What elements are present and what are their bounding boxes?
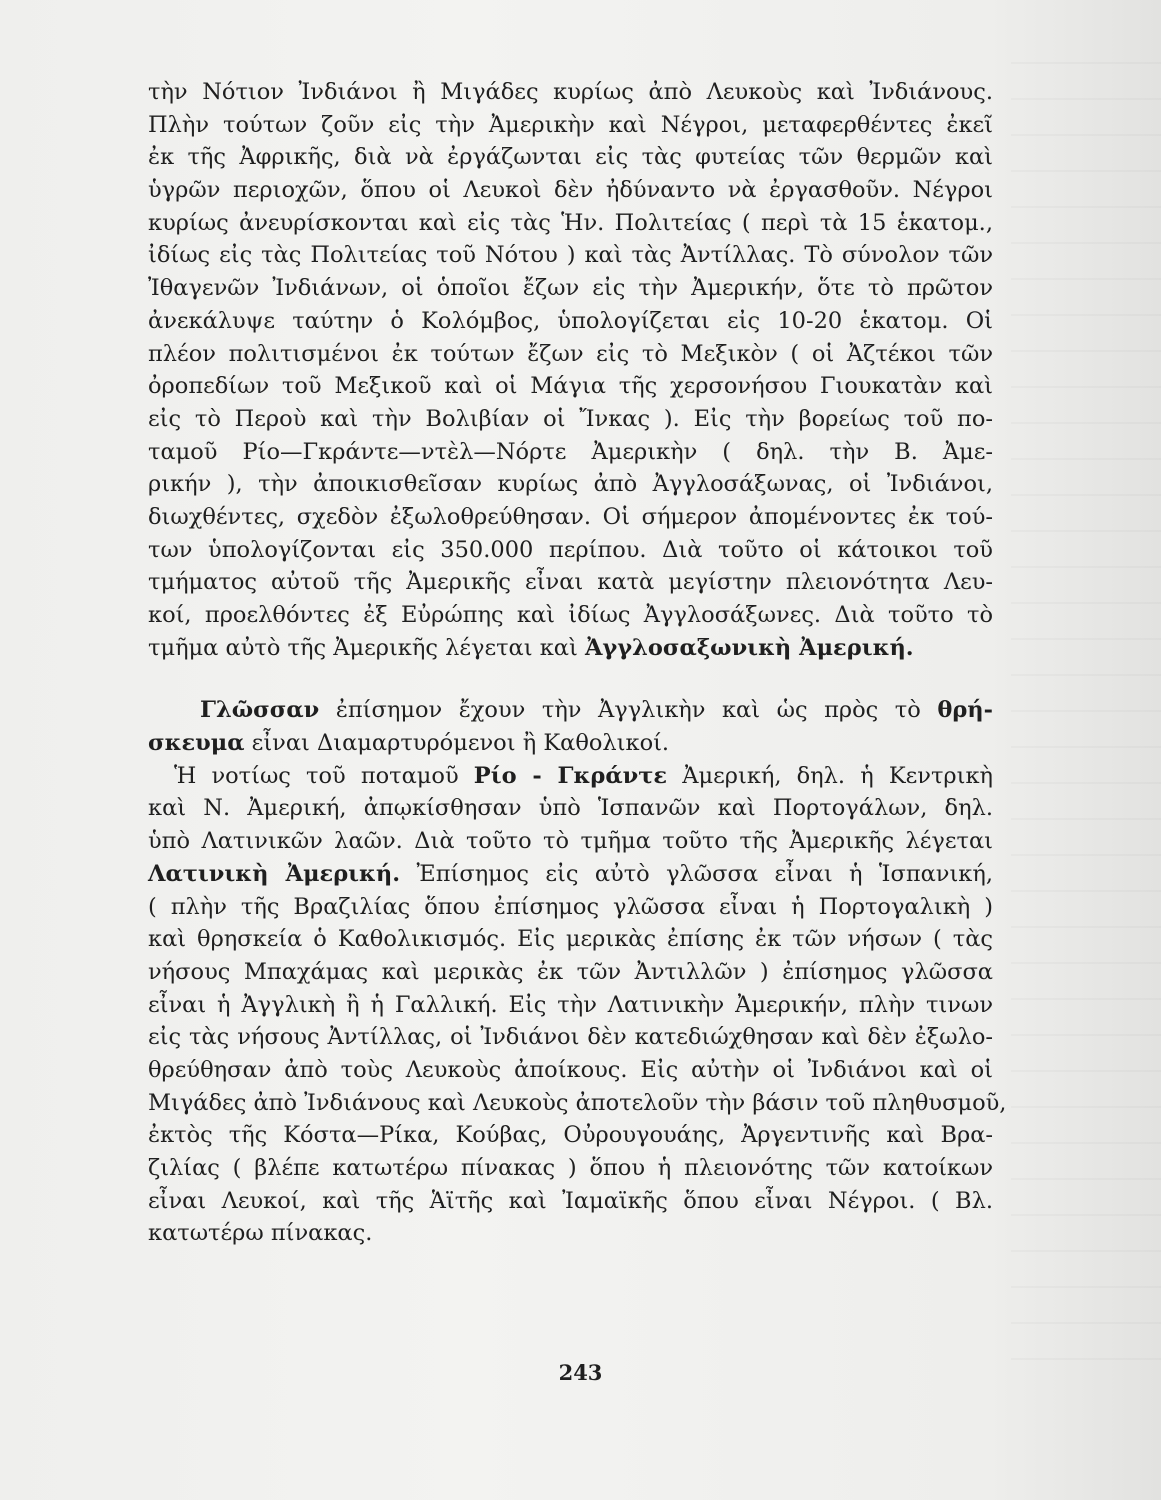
body-text (148, 76, 1007, 1250)
text-line: ( πλὴν τῆς Βραζιλίας ὅπου ἐπίσημος γλῶσσα εἶναι ἡ Πορτογαλικὴ ) (148, 893, 993, 920)
text-line (148, 632, 993, 665)
text-run: εἶναι Διαμαρτυρόμενοι ἢ Καθολικοί. (244, 730, 670, 757)
text-line: εἰς τὸ Περοὺ καὶ τὴν Βολιβίαν οἱ Ἴνκας ). Εἰς τὴν βορείως τοῦ πο- (148, 405, 993, 432)
text-line: εἶναι ἡ Ἀγγλικὴ ἢ ἡ Γαλλική. Εἰς τὴν Λατινικὴν Ἀμερικήν, πλὴν τινων (148, 991, 993, 1018)
text-run: τμῆμα αὐτὸ τῆς Ἀμερικῆς λέγεται καὶ (148, 634, 585, 661)
text-line: καὶ θρησκεία ὁ Καθολικισμός. Εἰς μερικὰς ἐπίσης ἐκ τῶν νήσων ( τὰς (148, 926, 993, 953)
term-latin-america: Λατινικὴ Ἀμερική. (148, 860, 401, 887)
text-line: τὴν Νότιον Ἰνδιάνοι ἢ Μιγάδες κυρίως ἀπὸ Λευκοὺς καὶ Ἰνδιάνους. (148, 79, 993, 105)
text-line: ὀροπεδίων τοῦ Μεξικοῦ καὶ οἱ Μάγια τῆς χερσονήσου Γιουκατὰν καὶ (148, 373, 993, 400)
text-line: κατωτέρω πίνακας. (148, 1220, 373, 1247)
text-line: κυρίως ἀνευρίσκονται καὶ εἰς τὰς Ἡν. Πολιτείας ( περὶ τὰ 15 ἑκατομ., (148, 209, 993, 236)
text-line: ὑπὸ Λατινικῶν λαῶν. Διὰ τοῦτο τὸ τμῆμα τοῦτο τῆς Ἀμερικῆς λέγεται (148, 828, 993, 855)
term-religion-part2: σκευμα (148, 730, 245, 757)
bleed-through-shadow (1011, 60, 1161, 1360)
text-line: ταμοῦ Ρίο—Γκράντε—ντὲλ—Νόρτε Ἀμερικὴν ( δηλ. τὴν Β. Ἀμε- (148, 438, 993, 465)
term-rio-grande: Ρίο - Γκράντε (473, 762, 668, 789)
text-run: ἐπίσημον ἔχουν τὴν Ἀγγλικὴν καὶ ὡς πρὸς τὸ (319, 697, 938, 724)
text-line: ρικήν ), τὴν ἀποικισθεῖσαν κυρίως ἀπὸ Ἀγγλοσάξωνας, οἱ Ἰνδιάνοι, (148, 471, 993, 498)
text-line (148, 694, 993, 727)
text-line: ἰδίως εἰς τὰς Πολιτείας τοῦ Νότου ) καὶ τὰς Ἀντίλλας. Τὸ σύνολον τῶν (148, 242, 993, 269)
text-line: ἐκτὸς τῆς Κόστα—Ρίκα, Κούβας, Οὐρουγουάης, Ἀργεντινῆς καὶ Βρα- (148, 1122, 993, 1149)
text-line: θρεύθησαν ἀπὸ τοὺς Λευκοὺς ἀποίκους. Εἰς αὐτὴν οἱ Ἰνδιάνοι καὶ οἱ (148, 1056, 993, 1083)
term-language: Γλῶσσαν (200, 697, 320, 724)
text-line: ἀνεκάλυψε ταύτην ὁ Κολόμβος, ὑπολογίζεται εἰς 10-20 ἑκατομ. Οἱ (148, 307, 993, 334)
term-religion-part1: θρή- (937, 697, 993, 724)
text-line: διωχθέντες, σχεδὸν ἐξωλοθρεύθησαν. Οἱ σήμερον ἀπομένοντες ἐκ τού- (148, 503, 993, 530)
text-line: κοί, προελθόντες ἐξ Εὐρώπης καὶ ἰδίως Ἀγγλοσάξωνες. Διὰ τοῦτο τὸ (148, 602, 993, 628)
text-line: ἐκ τῆς Ἀφρικῆς, διὰ νὰ ἐργάζωνται εἰς τὰς φυτείας τῶν θερμῶν καὶ (148, 144, 993, 171)
text-line: τμήματος αὐτοῦ τῆς Ἀμερικῆς εἶναι κατὰ μεγίστην πλειονότητα Λευ- (148, 569, 993, 596)
text-line: Ἰθαγενῶν Ἰνδιάνων, οἱ ὁποῖοι ἔζων εἰς τὴν Ἀμερικήν, ὅτε τὸ πρῶτον (148, 275, 993, 302)
text-line: πλέον πολιτισμένοι ἐκ τούτων ἔζων εἰς τὸ Μεξικὸν ( οἱ Ἀζτέκοι τῶν (148, 340, 993, 367)
text-line (148, 858, 993, 891)
text-line: των ὑπολογίζονται εἰς 350.000 περίπου. Διὰ τοῦτο οἱ κάτοικοι τοῦ (148, 536, 993, 563)
text-run: Ἡ νοτίως τοῦ ποταμοῦ (174, 762, 474, 789)
text-line: Μιγάδες ἀπὸ Ἰνδιάνους καὶ Λευκοὺς ἀποτελοῦν τὴν βάσιν τοῦ πληθυσμοῦ, (148, 1089, 1007, 1116)
term-anglo-saxon-america: Ἀγγλοσαξωνικὴ Ἀμερική. (584, 634, 914, 661)
text-line: ὑγρῶν περιοχῶν, ὅπου οἱ Λευκοὶ δὲν ἠδύναντο νὰ ἐργασθοῦν. Νέγροι (148, 177, 993, 204)
text-run: Ἀμερική, δηλ. ἡ Κεντρικὴ (667, 762, 993, 789)
text-run: Ἐπίσημος εἰς αὐτὸ γλῶσσα εἶναι ἡ Ἱσπανική, (400, 860, 993, 887)
text-line: εἰς τὰς νήσους Ἀντίλλας, οἱ Ἰνδιάνοι δὲν κατεδιώχθησαν καὶ δὲν ἐξωλο- (148, 1024, 993, 1051)
text-line (148, 760, 993, 793)
text-line: καὶ Ν. Ἀμερική, ἀπῳκίσθησαν ὑπὸ Ἱσπανῶν καὶ Πορτογάλων, δηλ. (148, 795, 993, 822)
page-number: 243 (558, 1360, 603, 1385)
text-line: νήσους Μπαχάμας καὶ μερικὰς ἐκ τῶν Ἀντιλλῶν ) ἐπίσημος γλῶσσα (148, 958, 993, 985)
text-line (148, 727, 993, 760)
text-line: ζιλίας ( βλέπε κατωτέρω πίνακας ) ὅπου ἡ πλειονότης τῶν κατοίκων (148, 1155, 993, 1181)
text-line: Πλὴν τούτων ζοῦν εἰς τὴν Ἀμερικὴν καὶ Νέγροι, μεταφερθέντες ἐκεῖ (148, 111, 993, 138)
text-line: εἶναι Λευκοί, καὶ τῆς Ἁϊτῆς καὶ Ἰαμαϊκῆς ὅπου εἶναι Νέγροι. ( Βλ. (148, 1187, 993, 1214)
paragraph-gap (148, 664, 993, 694)
